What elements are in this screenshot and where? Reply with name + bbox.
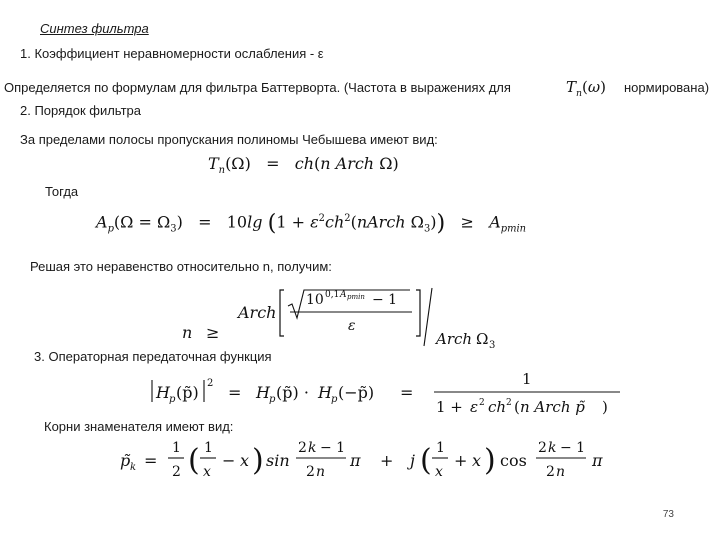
svg-text:π: π — [592, 451, 603, 470]
svg-text:− 1: − 1 — [372, 292, 398, 308]
transfer-function-drawing — [150, 370, 630, 418]
formula-transfer-function — [150, 370, 630, 418]
svg-text:1: 1 — [436, 440, 445, 456]
svg-text:n Arch p̃: n Arch p̃ — [520, 398, 585, 416]
svg-text:p: p — [269, 394, 276, 405]
svg-text:2: 2 — [298, 440, 307, 456]
svg-text:2: 2 — [306, 464, 315, 480]
solving-label: Решая это неравенство относительно n, получим: — [30, 259, 332, 274]
svg-text:1: 1 — [522, 370, 532, 388]
svg-text:+: + — [380, 451, 394, 470]
svg-text:): ) — [252, 443, 264, 478]
svg-text:− 1: − 1 — [320, 440, 346, 456]
svg-text:A: A — [340, 290, 347, 300]
svg-text:k: k — [308, 440, 317, 456]
svg-text:cos: cos — [500, 451, 527, 470]
svg-text:n: n — [316, 464, 326, 480]
svg-text:−: − — [222, 451, 236, 470]
svg-text:2: 2 — [546, 464, 555, 480]
item-ripple-coefficient: 1. Коэффициент неравномерности ослабления - ε — [20, 46, 324, 61]
order-bound-drawing — [180, 284, 510, 350]
svg-text:(: ( — [514, 398, 520, 416]
poles-drawing — [118, 432, 618, 488]
svg-text:Arch: Arch — [436, 330, 473, 348]
page-number: 73 — [662, 509, 674, 520]
svg-text:H: H — [318, 383, 332, 402]
svg-text:p̃: p̃ — [120, 451, 131, 470]
svg-text:− 1: − 1 — [560, 440, 586, 456]
svg-text:(p̃): (p̃) — [176, 383, 199, 402]
svg-text:1: 1 — [172, 440, 181, 456]
svg-text:+: + — [454, 451, 468, 470]
svg-text:x: x — [472, 451, 482, 470]
svg-text:ε: ε — [348, 318, 356, 334]
svg-text:Ω: Ω — [476, 330, 489, 348]
svg-text:pmin: pmin — [347, 293, 365, 301]
formula-poles — [118, 432, 618, 488]
svg-text:(: ( — [188, 443, 200, 478]
svg-text:): ) — [484, 443, 496, 478]
item-transfer-function: 3. Операторная передаточная функция — [34, 349, 272, 364]
svg-text:≥: ≥ — [206, 323, 220, 342]
svg-text:3: 3 — [489, 340, 496, 350]
svg-text:p: p — [331, 394, 338, 405]
svg-text:j: j — [410, 451, 415, 470]
svg-text:ch: ch — [488, 398, 507, 416]
svg-text:k: k — [548, 440, 557, 456]
then-label: Тогда — [45, 184, 79, 199]
svg-text:1 +: 1 + — [436, 398, 463, 416]
item-filter-order: 2. Порядок фильтра — [20, 103, 141, 118]
formula-chebyshev-polynomial: $T_n(\Omega) = ch(n$ Arch Ω) — [208, 154, 399, 177]
svg-text:(: ( — [420, 443, 432, 478]
svg-text:n: n — [182, 323, 193, 342]
chebyshev-intro: За пределами полосы пропускания полиномы Чебышева имеют вид: — [20, 132, 438, 147]
slide-heading: Синтез фильтра — [40, 21, 149, 36]
svg-text:(−p̃): (−p̃) — [338, 383, 375, 402]
svg-text:sin: sin — [266, 451, 290, 470]
svg-text:=: = — [228, 383, 242, 402]
svg-text:k: k — [130, 462, 137, 473]
butterworth-note-start: Определяется по формулам для фильтра Баттерворта. (Частота в выражениях для — [4, 80, 511, 95]
formula-order-bound — [180, 284, 510, 350]
butterworth-note-end: нормирована) — [624, 80, 710, 95]
svg-text:π: π — [350, 451, 361, 470]
svg-text:2: 2 — [207, 378, 214, 389]
svg-text:(p̃) ·: (p̃) · — [276, 383, 309, 402]
svg-text:=: = — [400, 383, 414, 402]
svg-text:2: 2 — [506, 398, 512, 408]
svg-text:x: x — [240, 451, 250, 470]
svg-text:2: 2 — [538, 440, 547, 456]
svg-text:=: = — [144, 451, 158, 470]
svg-text:H: H — [256, 383, 270, 402]
svg-text:x: x — [435, 464, 443, 480]
svg-text:Arch: Arch — [238, 303, 277, 322]
svg-text:0,1: 0,1 — [325, 290, 340, 300]
svg-text:): ) — [602, 398, 608, 416]
svg-text:H: H — [156, 383, 170, 402]
svg-text:2: 2 — [172, 464, 181, 480]
svg-text:p: p — [169, 394, 176, 405]
svg-text:1: 1 — [204, 440, 213, 456]
svg-text:ε: ε — [470, 398, 479, 416]
svg-text:10: 10 — [306, 292, 324, 308]
formula-tn-omega: $T_n(\omega)$ — [566, 78, 606, 99]
svg-text:x: x — [203, 464, 211, 480]
roots-label: Корни знаменателя имеют вид: — [44, 419, 234, 434]
formula-attenuation-inequality: $A_p(\Omega = \Omega_3) = 10\lg$ ($1 + \varepsilon^2ch^2(nArch$ $\Omega_3)) \ge A_{pmin}$ — [96, 210, 527, 236]
svg-text:n: n — [556, 464, 566, 480]
svg-text:2: 2 — [479, 398, 485, 408]
